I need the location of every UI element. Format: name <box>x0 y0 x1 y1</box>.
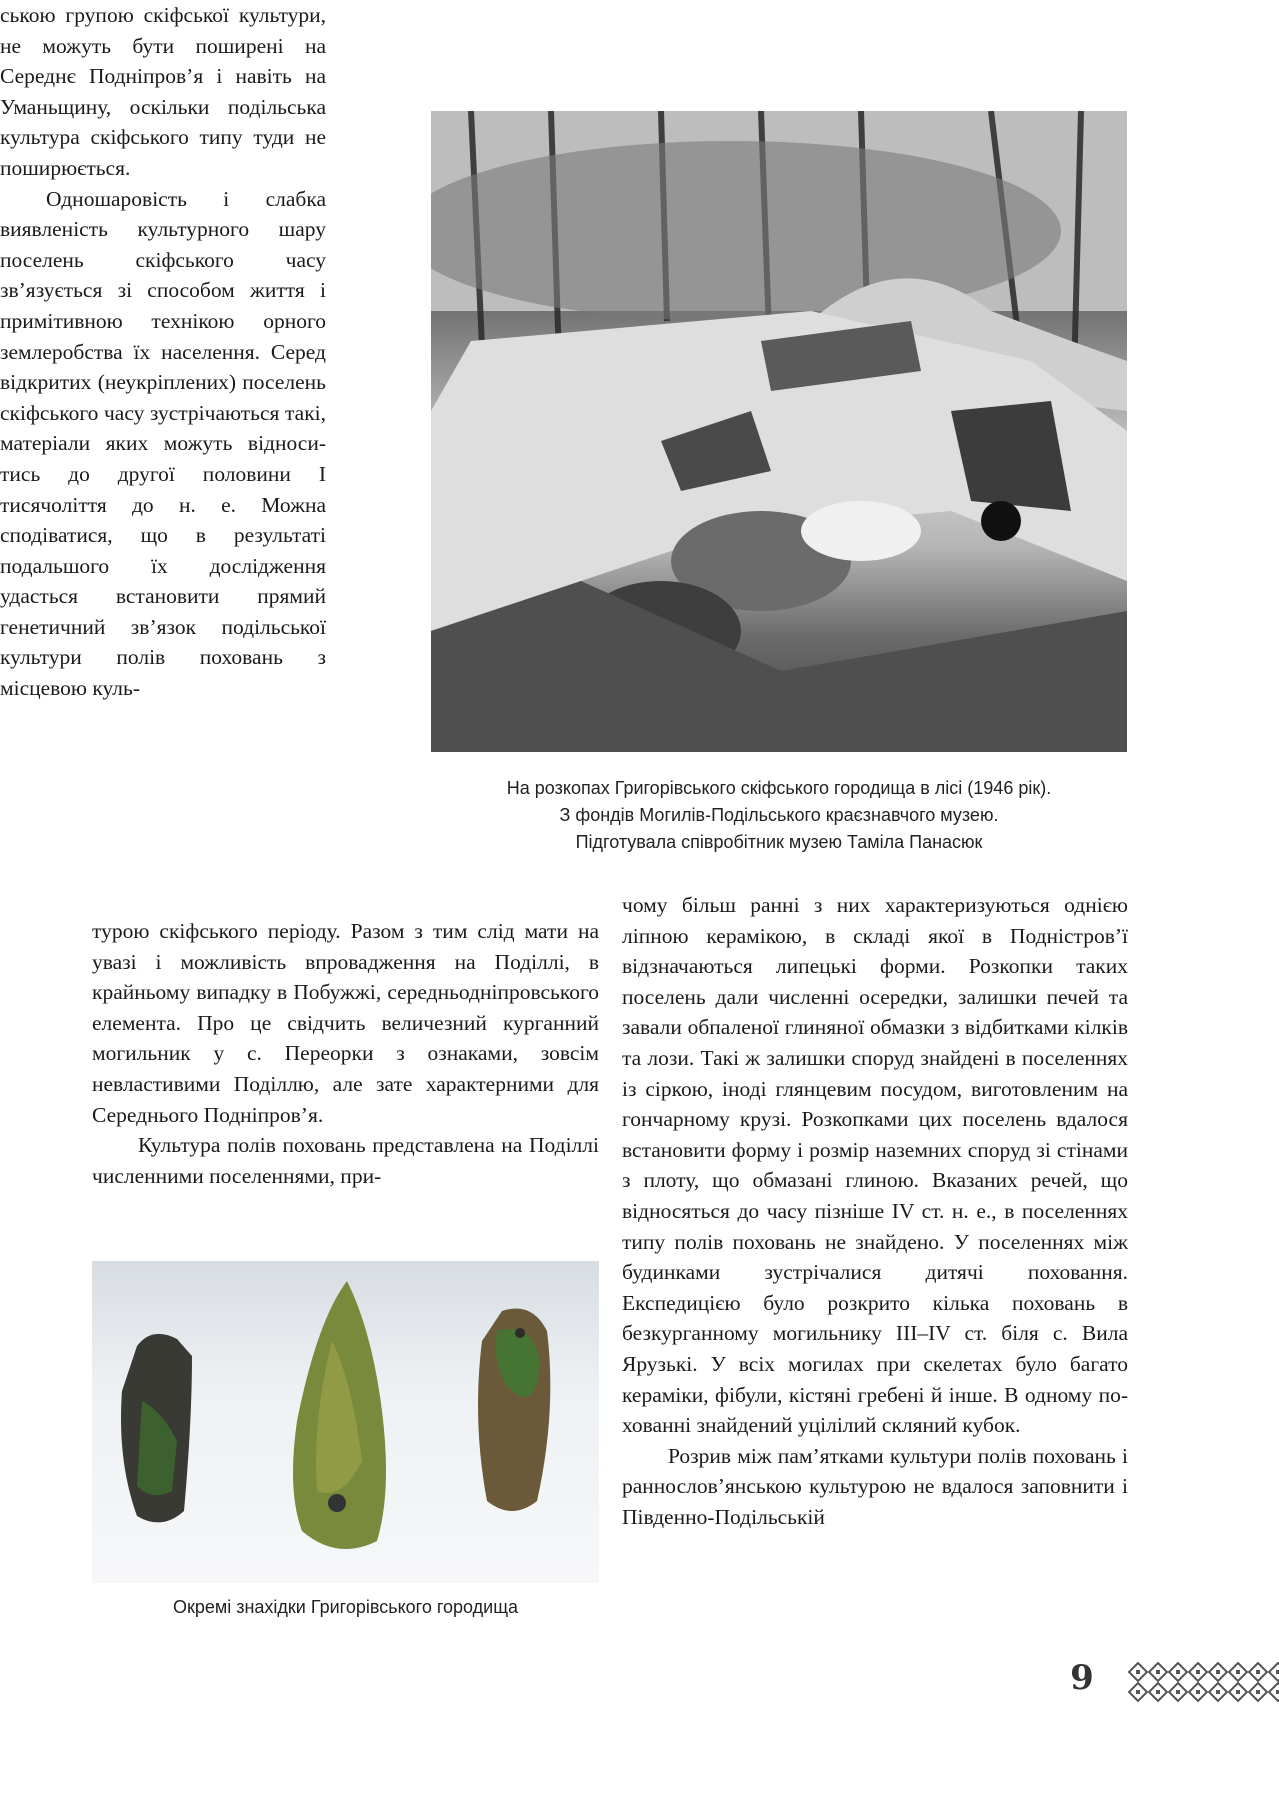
page-number: 9 <box>1070 1658 1094 1698</box>
paragraph: ською групою скіфської культури, не можуть бути поширені на Середнє Подніпров’я і навіть на Уманьщину, оскільки подільська культура скіфського типу туди не поширюється. <box>0 3 326 180</box>
paragraph: чому більш ранні з них характеризуються однією ліпною керамікою, в складі якої в Подністров’ї відзначаються липецькі форми. Розкопки таких поселень дали численні осередки, залишки печей та завали обпаленої глиняної обмазки з відбитками кілків та лози. Такі ж залишки споруд знайдені в поселеннях із сіркою, іноді глянцевим посудом, виготовленим на гончарному крузі. Розкопками цих поселень вдалося встановити форму і розмір наземних споруд зі стінами з плоту, що обмазані глиною. Вказаних речей, що відносяться до часу пізніше IV ст. н. е., в поселеннях типу полів поховань не знайдено. У поселеннях між будинками зустрічалися дитячі поховання. Експедицією було розкрито кілька поховань в безкурганному могильнику III–IV ст. біля с. Вила Ярузькі. У всіх могилах при скелетах було багато кераміки, фібули, кістяні гребені й інше. В одному похованні знайдений уцілілий скляний кубок. <box>622 893 1128 1438</box>
excavation-caption <box>431 775 1127 856</box>
finds-photo <box>92 1261 599 1583</box>
paragraph: Одношаровість і слабка виявленість культурного шару поселень скіфського часу зв’язується зі способом життя і примітивною технікою орного землеробства їх населення. Серед відкритих (неукріплених) поселень скіфського часу зустрічаються такі, матеріали яких можуть відноситись до другої половини І тисячоліття до н. е. Можна сподіватися, що в результаті подальшого їх дослідження удасться встановити прямий генетичний зв’язок подільської культури полів поховань з місцевою куль- <box>0 186 326 701</box>
finds-caption: Окремі знахідки Григорівського городища <box>172 1597 519 1617</box>
left-column-top <box>0 0 326 704</box>
embroidery-ornament-icon <box>1128 1662 1279 1702</box>
caption-line: Підготувала співробітник музею Таміла Панасюк <box>575 832 983 852</box>
paragraph: турою скіфського періоду. Разом з тим слід мати на увазі і можливість впровадження на Поділлі, в крайньому випадку в Побужжі, середньодніпровського елемента. Про це свідчить величезний курганний могильник у с. Переорки з ознаками, зовсім невластивими Поділлю, але зате характерними для Середнього Подніпров’я. <box>92 919 599 1127</box>
paragraph: Розрив між пам’ятками культури полів поховань і раннослов’янською культурою не вдалося заповнити і Південно-Подільській <box>622 1443 1128 1529</box>
right-column <box>622 890 1128 1532</box>
caption-line: На розкопах Григорівського скіфського городища в лісі (1946 рік). <box>506 778 1052 798</box>
paragraph: Культура полів поховань представлена на Поділлі численними поселеннями, при- <box>92 1133 599 1188</box>
excavation-photo <box>431 111 1127 752</box>
left-column-bottom <box>92 916 599 1191</box>
caption-line: З фондів Могилів-Подільського краєзнавчого музею. <box>559 805 999 825</box>
